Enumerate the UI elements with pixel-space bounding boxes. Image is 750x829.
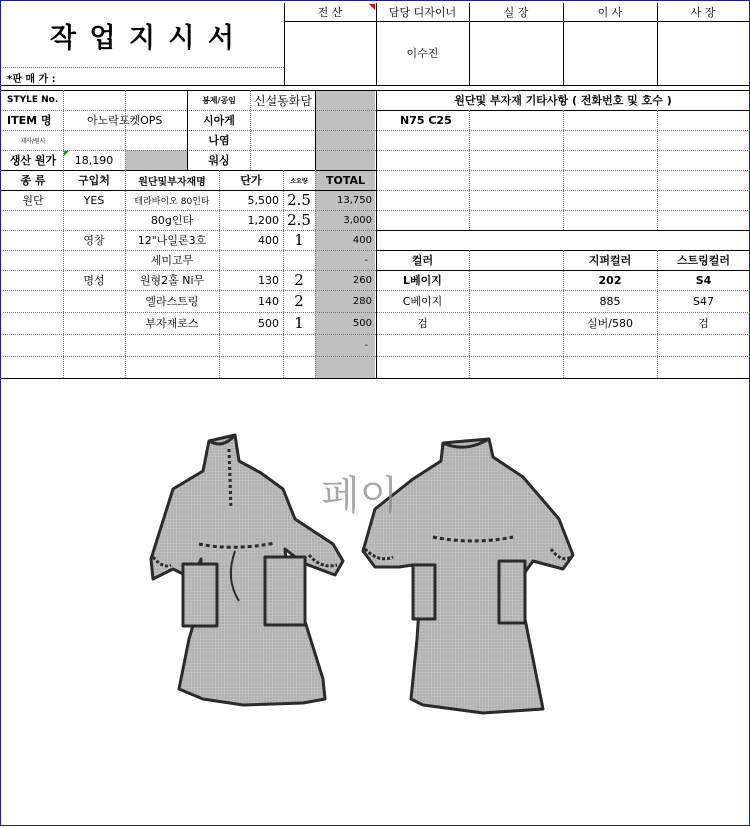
materials-total-cell: 260 <box>352 274 372 286</box>
materials-qty-cell: 2 <box>294 271 304 289</box>
materials-qty-cell: 2 <box>294 292 304 310</box>
materials-header-vendor: 구입처 <box>78 174 110 187</box>
materials-total-cell: 13,750 <box>337 194 372 206</box>
materials-vendor-cell: 영창 <box>83 234 105 247</box>
item-label: ITEM 명 <box>7 114 52 127</box>
sewing-value: 신설동화담 <box>254 93 312 108</box>
color-zipper-cell: 실버/580 <box>587 317 633 330</box>
washing-label: 워싱 <box>208 154 230 167</box>
cost-value: 18,190 <box>74 153 114 167</box>
materials-header-type: 종 류 <box>20 174 46 187</box>
color-header-string: 스트링컬러 <box>676 254 731 267</box>
approval-header-2: 실 장 <box>503 6 529 19</box>
page-title: 작 업 지 시 서 <box>49 22 236 54</box>
materials-vendor-cell <box>63 250 125 270</box>
color-string-cell: S47 <box>693 294 714 308</box>
naeyeong-label: 나염 <box>208 134 230 147</box>
materials-name-cell <box>125 334 219 356</box>
materials-vendor-cell: 명성 <box>83 274 105 287</box>
materials-vendor-cell <box>63 290 125 312</box>
materials-type-cell <box>3 312 63 334</box>
materials-name-cell: 12"나일론3호 <box>137 234 207 247</box>
sketch-watermark: 페이 <box>321 472 399 517</box>
materials-type-cell <box>3 230 63 250</box>
color-string-cell: S4 <box>695 273 712 287</box>
materials-qty-cell <box>283 250 315 270</box>
small-label: 제사/원사 <box>20 137 46 145</box>
cell-flag-marker <box>64 151 69 156</box>
approval-header-1: 담당 디자이너 <box>388 6 457 19</box>
materials-type-cell <box>3 334 63 356</box>
materials-price-cell: 130 <box>258 273 279 287</box>
materials-total-cell: - <box>364 254 368 266</box>
materials-name-cell: 80g인타 <box>150 214 194 227</box>
color-header-zipper: 지퍼컬러 <box>588 254 632 267</box>
price-label: *판 매 가 : <box>7 73 56 85</box>
notes-header: 원단및 부자재 기타사항 ( 전화번호 및 호수 ) <box>454 94 672 107</box>
materials-total-cell: 400 <box>352 234 372 246</box>
materials-total-cell: 500 <box>352 317 372 329</box>
materials-type-cell <box>3 290 63 312</box>
materials-name-cell: 엘라스트링 <box>145 295 199 308</box>
comment-marker <box>369 4 375 10</box>
approval-header-0: 전 산 <box>317 6 343 19</box>
sewing-label: 봉제/공임 <box>202 95 236 105</box>
materials-header-total: TOTAL <box>325 173 366 187</box>
materials-vendor-cell <box>63 334 125 356</box>
materials-qty-cell: 1 <box>294 314 304 332</box>
materials-qty-cell <box>283 334 315 356</box>
color-color-cell: C베이지 <box>402 295 443 308</box>
notes-line-1: N75 C25 <box>400 113 452 127</box>
item-value: 아노락포켓OPS <box>87 114 163 127</box>
materials-type-cell <box>3 250 63 270</box>
materials-type-cell <box>3 210 63 230</box>
sample-label: 시아게 <box>203 114 235 127</box>
materials-total-cell: - <box>364 339 368 351</box>
color-zipper-cell: 885 <box>599 294 621 308</box>
color-color-cell: 검 <box>417 317 428 330</box>
materials-header-name: 원단및부자재명 <box>138 176 206 188</box>
materials-name-cell: 부자재로스 <box>145 317 199 330</box>
materials-price-cell <box>219 334 283 356</box>
color-zipper-cell: 202 <box>598 273 622 287</box>
color-color-cell: L베이지 <box>403 274 442 287</box>
materials-total-cell: 3,000 <box>343 214 372 226</box>
materials-qty-cell: 2.5 <box>287 211 311 229</box>
materials-price-cell: 1,200 <box>247 213 279 227</box>
materials-vendor-cell: YES <box>83 193 105 207</box>
designer-name: 이수진 <box>406 47 439 60</box>
materials-name-cell: 원형2홀 Ni무 <box>139 274 205 287</box>
materials-price-cell: 140 <box>258 294 279 308</box>
garment-sketch <box>3 379 749 825</box>
garment-sketch-area <box>3 379 749 825</box>
materials-header-qty: 소요량 <box>290 177 308 185</box>
materials-header-price: 단가 <box>240 174 262 187</box>
approval-header-3: 이 사 <box>597 6 623 19</box>
materials-type-cell: 원단 <box>22 194 44 207</box>
materials-vendor-cell <box>63 210 125 230</box>
materials-price-cell: 400 <box>258 233 279 247</box>
style-no-label: STYLE No. <box>7 95 59 105</box>
materials-price-cell: 5,500 <box>247 193 279 207</box>
materials-price-cell <box>219 250 283 270</box>
materials-qty-cell: 1 <box>294 231 304 249</box>
materials-price-cell: 500 <box>258 316 279 330</box>
approval-header-4: 사 장 <box>690 6 716 19</box>
color-string-cell: 검 <box>698 317 709 330</box>
cost-label: 생산 원가 <box>9 154 57 167</box>
front-view-dress <box>151 435 343 705</box>
materials-name-cell: 세미고무 <box>150 254 194 267</box>
materials-type-cell <box>3 270 63 290</box>
color-header-color: 컬러 <box>411 254 434 267</box>
materials-name-cell: 테라바이오 80인타 <box>134 196 210 207</box>
materials-vendor-cell <box>63 312 125 334</box>
materials-qty-cell: 2.5 <box>287 191 311 209</box>
materials-total-cell: 280 <box>352 295 372 307</box>
